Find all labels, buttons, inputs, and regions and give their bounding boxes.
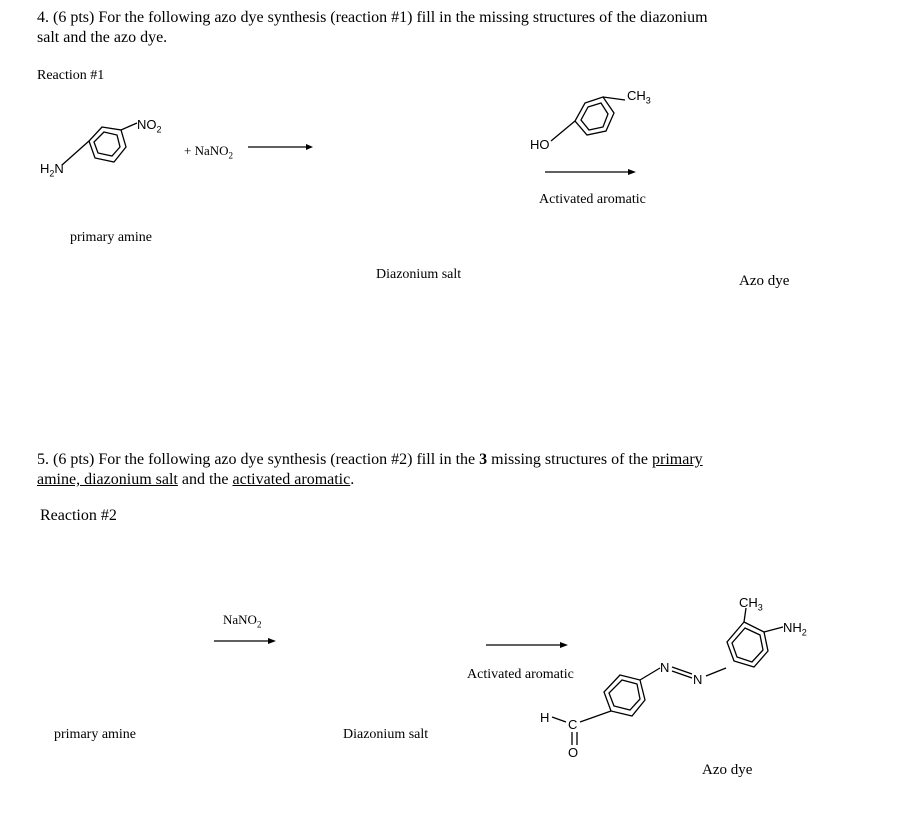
cresol-ring xyxy=(551,97,625,141)
aldehyde-o-label: O xyxy=(568,745,579,760)
q5-line1-bold: 3 xyxy=(479,451,488,468)
methyl-sub-1: 3 xyxy=(645,95,651,106)
reaction1-arrowhead-2 xyxy=(628,169,636,175)
azo-n2-label: N xyxy=(693,672,703,687)
azo-left-ring xyxy=(552,668,660,745)
diazonium-salt-caption-1: Diazonium salt xyxy=(376,267,462,282)
q5-line2-underline2: activated aromatic xyxy=(232,471,351,488)
azo-n1-label: N xyxy=(660,660,670,675)
activated-aromatic-caption-1: Activated aromatic xyxy=(539,192,646,207)
q5-line2-underline1: amine, diazonium salt xyxy=(37,471,178,488)
diazonium-salt-caption-2: Diazonium salt xyxy=(343,727,429,742)
nitro-text: NO xyxy=(137,117,157,132)
amine-text-2: NH xyxy=(783,620,802,635)
azo-right-ring xyxy=(727,608,783,667)
nitro-sub: 2 xyxy=(156,124,162,135)
q5-line1-mid: missing structures of the xyxy=(487,451,653,468)
azo-dye-caption-1: Azo dye xyxy=(739,273,790,289)
activated-aromatic-caption-2: Activated aromatic xyxy=(467,667,574,682)
azo-dye-caption-2: Azo dye xyxy=(702,762,753,778)
azo-bond-line-1 xyxy=(672,667,692,674)
q4-line2: salt and the azo dye. xyxy=(37,29,168,46)
methyl-sub-2: 3 xyxy=(757,602,763,613)
reagent2-text: NaNO xyxy=(223,612,257,627)
q5-line1-pre: (6 pts) For the following azo dye synthesis (reaction #2) fill in the xyxy=(53,451,480,468)
q5-line1-underline: primary xyxy=(652,451,703,468)
amine-ring-1 xyxy=(62,123,137,165)
q4-number: 4. xyxy=(37,9,49,26)
amino-n: N xyxy=(54,161,64,176)
reaction1-arrowhead-1 xyxy=(306,144,313,150)
q5-line2-end: . xyxy=(350,471,355,488)
reaction2-arrowhead-2 xyxy=(560,642,568,648)
primary-amine-caption-2: primary amine xyxy=(54,727,137,742)
q4-line1: (6 pts) For the following azo dye synthesis (reaction #1) fill in the missing structures of the diazonium xyxy=(53,9,708,26)
aldehyde-h-label: H xyxy=(540,710,550,725)
reaction1-title: Reaction #1 xyxy=(37,68,105,83)
reagent1-text: + NaNO xyxy=(184,143,229,158)
q5-line2-mid: and the xyxy=(177,471,233,488)
reaction2-title: Reaction #2 xyxy=(40,507,117,524)
amino-sub: 2 xyxy=(49,168,55,179)
amino-h: H xyxy=(40,161,50,176)
q5-number: 5. xyxy=(37,451,49,468)
azo-bond-line-2 xyxy=(672,671,692,678)
reaction2-arrowhead-1 xyxy=(268,638,276,644)
amine-sub-2: 2 xyxy=(801,627,807,638)
primary-amine-caption-1: primary amine xyxy=(70,230,153,245)
hydroxyl-group-label: HO xyxy=(530,137,550,152)
reagent1-sub: 2 xyxy=(228,150,234,161)
reagent2-sub: 2 xyxy=(256,619,262,630)
methyl-text-1: CH xyxy=(627,88,646,103)
methyl-text-2: CH xyxy=(739,595,758,610)
aldehyde-c-label: C xyxy=(568,717,578,732)
azo-right-link xyxy=(706,668,726,676)
